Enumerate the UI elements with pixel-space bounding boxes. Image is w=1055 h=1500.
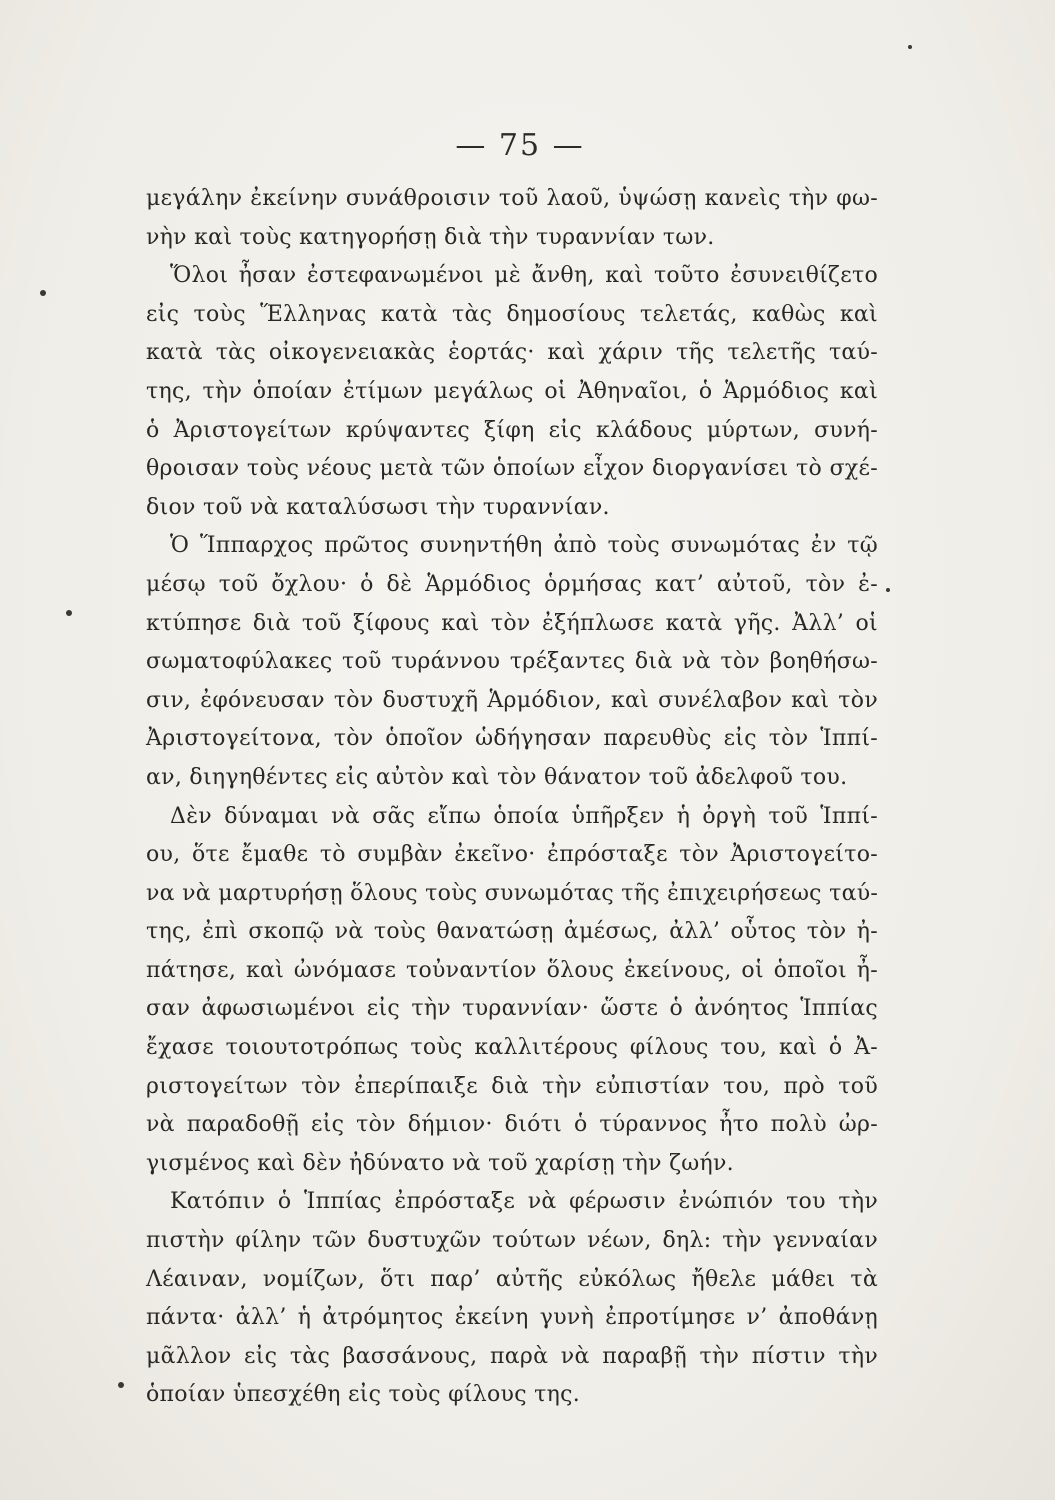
text-line: Ὅλοι ἦσαν ἐστεφανωμένοι μὲ ἄνθη, καὶ τοῦτο ἐσυνειθίζετο [170,263,878,289]
text-line: ὁποίαν ὑπεσχέθη εἰς τοὺς φίλους της. [146,1382,581,1408]
text-line: ἔχασε τοιουτοτρόπως τοὺς καλλιτέρους φίλους του, καὶ ὁ Ἀ- [146,1035,878,1061]
text-line: της, ἐπὶ σκοπῷ νὰ τοὺς θανατώσῃ ἀμέσως, ἀλλ’ οὗτος τὸν ἠ- [146,919,878,945]
text-line: της, τὴν ὁποίαν ἐτίμων μεγάλως οἱ Ἀθηναῖοι, ὁ Ἁρμόδιος καὶ [146,378,878,404]
text-line: Ὁ Ἵππαρχος πρῶτος συνηντήθη ἀπὸ τοὺς συνωμότας ἐν τῷ [170,533,878,559]
text-line: μᾶλλον εἰς τὰς βασσάνους, παρὰ νὰ παραβῇ τὴν πίστιν τὴν [146,1343,878,1369]
text-line: ου, ὅτε ἔμαθε τὸ συμβὰν ἐκεῖνο· ἐπρόσταξε τὸν Ἀριστογείτο- [146,842,878,868]
text-line: κατὰ τὰς οἰκογενειακὰς ἑορτάς· καὶ χάριν τῆς τελετῆς ταύ- [146,340,878,366]
ink-speck [66,610,72,616]
text-line: ριστογείτων τὸν ἐπερίπαιξε διὰ τὴν εὐπιστίαν του, πρὸ τοῦ [146,1073,878,1099]
ink-speck [118,1382,124,1388]
text-line: πάτησε, καὶ ὠνόμασε τοὐναντίον ὅλους ἐκείνους, οἱ ὁποῖοι ἦ- [146,957,878,983]
text-line: νὴν καὶ τοὺς κατηγορήσῃ διὰ τὴν τυραννίαν των. [146,224,715,250]
text-line: Κατόπιν ὁ Ἱππίας ἐπρόσταξε νὰ φέρωσιν ἐνώπιόν του τὴν [170,1189,878,1215]
text-line: μεγάλην ἐκείνην συνάθροισιν τοῦ λαοῦ, ὑψώσῃ κανεὶς τὴν φω- [146,186,878,211]
text-line: Λέαιναν, νομίζων, ὅτι παρ’ αὐτῆς εὐκόλως ἤθελε μάθει τὰ [146,1266,878,1292]
ink-speck [908,45,912,49]
text-line: διον τοῦ νὰ καταλύσωσι τὴν τυραννίαν. [146,494,610,520]
text-line: σιν, ἐφόνευσαν τὸν δυστυχῆ Ἁρμόδιον, καὶ συνέλαβον καὶ τὸν [146,687,878,713]
text-line: πιστὴν φίλην τῶν δυστυχῶν τούτων νέων, δηλ: τὴν γενναίαν [146,1228,878,1254]
text-line: Ἀριστογείτονα, τὸν ὁποῖον ὡδήγησαν παρευθὺς εἰς τὸν Ἱππί- [146,726,878,752]
body-text [146,180,878,1415]
text-line: εἰς τοὺς Ἕλληνας κατὰ τὰς δημοσίους τελετάς, καθὼς καὶ [146,301,878,327]
text-line: γισμένος καὶ δὲν ἠδύνατο νὰ τοῦ χαρίσῃ τὴν ζωήν. [146,1150,734,1176]
text-line: μέσῳ τοῦ ὄχλου· ὁ δὲ Ἁρμόδιος ὁρμήσας κατ’ αὐτοῦ, τὸν ἐ- [146,571,878,597]
text-line: αν, διηγηθέντες εἰς αὐτὸν καὶ τὸν θάνατον τοῦ ἀδελφοῦ του. [146,764,848,790]
text-line: νὰ παραδοθῇ εἰς τὸν δήμιον· διότι ὁ τύραννος ἦτο πολὺ ὠρ- [146,1112,878,1138]
ink-speck [40,290,46,296]
page-number: — 75 — [455,128,585,163]
text-line: σωματοφύλακες τοῦ τυράννου τρέξαντες διὰ νὰ τὸν βοηθήσω- [146,649,878,675]
ink-speck [886,588,890,592]
text-line: ὁ Ἀριστογείτων κρύψαντες ξίφη εἰς κλάδους μύρτων, συνή- [146,417,878,443]
text-line: πάντα· ἀλλ’ ἡ ἀτρόμητος ἐκείνη γυνὴ ἐπροτίμησε ν’ ἀποθάνῃ [146,1305,878,1331]
text-line: να νὰ μαρτυρήσῃ ὅλους τοὺς συνωμότας τῆς ἐπιχειρήσεως ταύ- [146,880,879,906]
text-line: σαν ἀφωσιωμένοι εἰς τὴν τυραννίαν· ὥστε ὁ ἀνόητος Ἱππίας [146,996,878,1022]
text-line: Δὲν δύναμαι νὰ σᾶς εἴπω ὁποία ὑπῆρξεν ἡ ὀργὴ τοῦ Ἱππί- [170,803,878,829]
text-line: κτύπησε διὰ τοῦ ξίφους καὶ τὸν ἐξήπλωσε κατὰ γῆς. Ἀλλ’ οἱ [146,610,878,636]
text-line: θροισαν τοὺς νέους μετὰ τῶν ὁποίων εἶχον διοργανίσει τὸ σχέ- [146,456,878,482]
